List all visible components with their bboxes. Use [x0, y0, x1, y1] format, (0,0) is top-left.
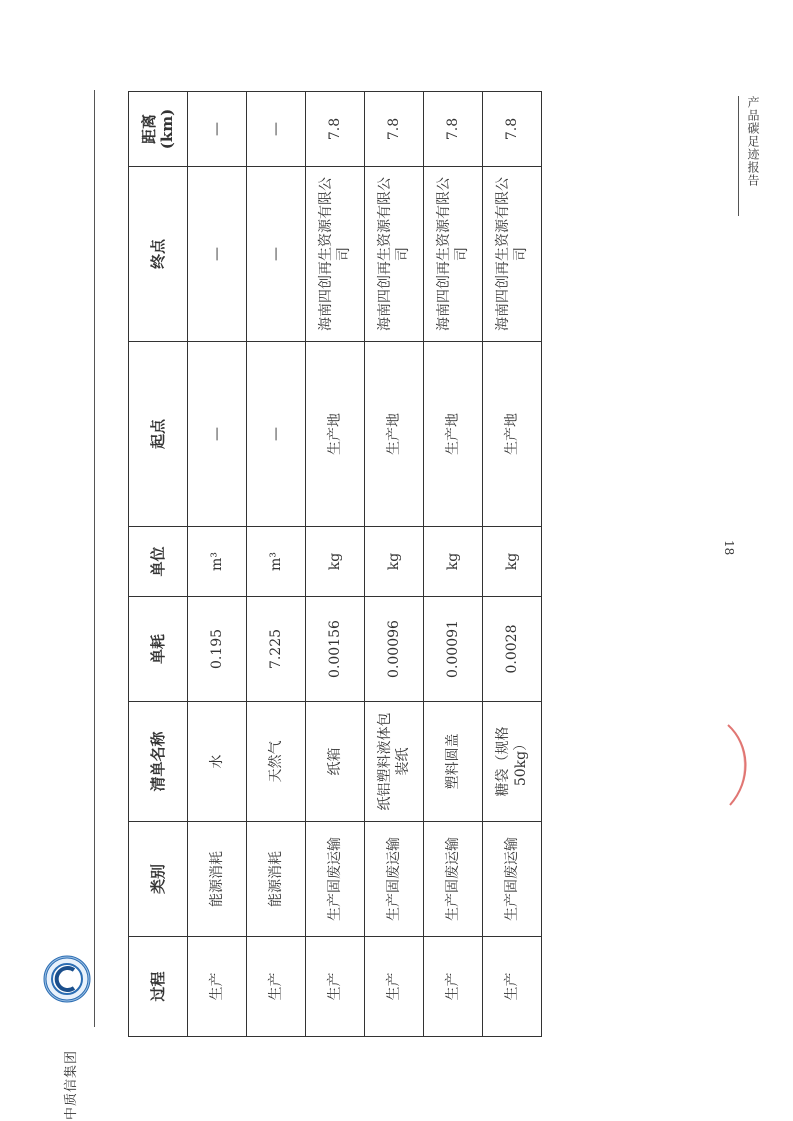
table-cell: 生产地: [365, 342, 424, 527]
table-cell: —: [247, 167, 306, 342]
table-cell: —: [247, 342, 306, 527]
table-cell: kg: [306, 527, 365, 597]
table-cell: 7.8: [365, 92, 424, 167]
table-cell: —: [247, 92, 306, 167]
table-cell: 水: [188, 702, 247, 822]
table-cell: 生产固废运输: [424, 822, 483, 937]
table-cell: 海南四创再生资源有限公司: [365, 167, 424, 342]
table-cell: 生产: [365, 937, 424, 1037]
table-header-row: [129, 92, 188, 1037]
column-header: 起点: [129, 342, 188, 527]
table-cell: m³: [188, 527, 247, 597]
table-cell: —: [188, 92, 247, 167]
table-cell: kg: [424, 527, 483, 597]
table-cell: —: [188, 342, 247, 527]
table-cell: 纸箱: [306, 702, 365, 822]
column-header: 单位: [129, 527, 188, 597]
company-logo-icon: [40, 935, 94, 1023]
column-header: 单耗: [129, 597, 188, 702]
column-header: 过程: [129, 937, 188, 1037]
table-cell: 能源消耗: [188, 822, 247, 937]
table-cell: 生产地: [483, 342, 542, 527]
table-cell: 天然气: [247, 702, 306, 822]
table-container: [128, 92, 529, 1037]
table-cell: 海南四创再生资源有限公司: [306, 167, 365, 342]
table-row: [483, 92, 542, 1037]
table-cell: 生产地: [424, 342, 483, 527]
table-cell: 0.195: [188, 597, 247, 702]
header-rule-left: [94, 90, 95, 1027]
table-cell: 生产: [247, 937, 306, 1037]
table-cell: 生产固废运输: [483, 822, 542, 937]
table-cell: 海南四创再生资源有限公司: [483, 167, 542, 342]
table-cell: 7.8: [306, 92, 365, 167]
table-cell: 海南四创再生资源有限公司: [424, 167, 483, 342]
table-row: [365, 92, 424, 1037]
column-header: 类别: [129, 822, 188, 937]
table-cell: —: [188, 167, 247, 342]
column-header: 距离(km): [129, 92, 188, 167]
table-cell: 0.0028: [483, 597, 542, 702]
table-cell: 7.8: [424, 92, 483, 167]
table-row: [188, 92, 247, 1037]
inventory-table: [128, 91, 542, 1037]
table-cell: 生产: [483, 937, 542, 1037]
org-name: 中质信集团: [64, 1049, 79, 1120]
table-row: [306, 92, 365, 1037]
table-cell: 7.8: [483, 92, 542, 167]
table-cell: 生产: [188, 937, 247, 1037]
table-cell: kg: [483, 527, 542, 597]
table-cell: 生产固废运输: [306, 822, 365, 937]
table-cell: 生产固废运输: [365, 822, 424, 937]
column-header: 清单名称: [129, 702, 188, 822]
table-cell: 0.00096: [365, 597, 424, 702]
page-number: 18: [722, 540, 736, 556]
table-row: [247, 92, 306, 1037]
header-rule-right: [738, 96, 739, 216]
table-cell: m³: [247, 527, 306, 597]
table-cell: 7.225: [247, 597, 306, 702]
table-cell: 生产: [424, 937, 483, 1037]
table-cell: 生产: [306, 937, 365, 1037]
table-row: [424, 92, 483, 1037]
table-cell: 生产地: [306, 342, 365, 527]
table-cell: 能源消耗: [247, 822, 306, 937]
table-cell: 纸铝塑料液体包装纸: [365, 702, 424, 822]
table-cell: 糖袋（规格50kg）: [483, 702, 542, 822]
report-title: 产品碳足迹报告: [746, 96, 760, 187]
red-ink-mark-icon: [720, 720, 760, 810]
table-cell: 0.00091: [424, 597, 483, 702]
table-cell: 塑料圆盖: [424, 702, 483, 822]
table-cell: 0.00156: [306, 597, 365, 702]
table-cell: kg: [365, 527, 424, 597]
column-header: 终点: [129, 167, 188, 342]
